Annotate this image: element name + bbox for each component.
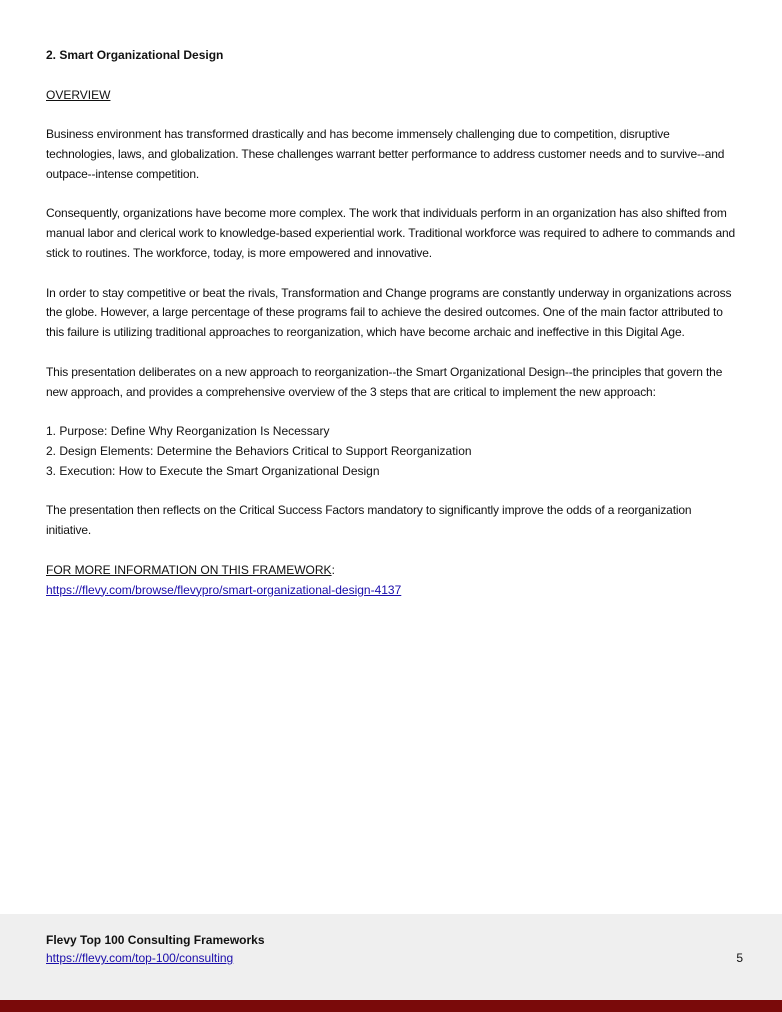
paragraph-presentation-intro: This presentation deliberates on a new approach to reorganization--the Smart Organizational Design--the principles that govern the new approach, and provides a comprehensive overview of the 3 steps that are critical to implement the new approach: — [46, 364, 723, 399]
step-item-execution: 3. Execution: How to Execute the Smart Organizational Design — [46, 463, 380, 478]
overview-heading: OVERVIEW — [46, 87, 111, 102]
paragraph-complexity: Consequently, organizations have become more complex. The work that individuals perform in an organization has also shifted from manual labor and clerical work to knowledge-based experiential work. Traditional workforce was required to adhere to commands and stick to routines. The workforce, today, is more empowered and innovative. — [46, 206, 736, 260]
footer-title: Flevy Top 100 Consulting Frameworks — [46, 933, 265, 947]
step-item-design-elements: 2. Design Elements: Determine the Behaviors Critical to Support Reorganization — [46, 443, 472, 458]
more-info-block — [46, 561, 738, 601]
steps-list — [46, 422, 738, 481]
page-number: 5 — [736, 951, 743, 965]
footer-link[interactable]: https://flevy.com/top-100/consulting — [46, 951, 234, 965]
document-body — [46, 46, 738, 600]
paragraph-closing: The presentation then reflects on the Critical Success Factors mandatory to significantly improve the odds of a reorganization initiative. — [46, 503, 692, 538]
step-item-purpose: 1. Purpose: Define Why Reorganization Is Necessary — [46, 424, 330, 439]
bottom-accent-bar — [0, 1000, 782, 1012]
paragraph-competition: In order to stay competitive or beat the rivals, Transformation and Change programs are constantly underway in organizations across the globe. However, a large percentage of these programs fail to achieve the desired outcomes. One of the main factor attributed to this failure is utilizing traditional approaches to reorganization, which have become archaic and ineffective in this Digital Age. — [46, 285, 732, 340]
section-title: 2. Smart Organizational Design — [46, 48, 224, 62]
more-info-colon: : — [331, 562, 335, 577]
more-info-label: FOR MORE INFORMATION ON THIS FRAMEWORK — [46, 562, 332, 577]
page-footer — [0, 914, 782, 1000]
framework-link[interactable]: https://flevy.com/browse/flevypro/smart-organizational-design-4137 — [46, 582, 402, 597]
paragraph-business-environment: Business environment has transformed drastically and has become immensely challenging due to competition, disruptive technologies, laws, and globalization. These challenges warrant better performance to address customer needs and to survive--and outpace--intense competition. — [46, 127, 725, 181]
